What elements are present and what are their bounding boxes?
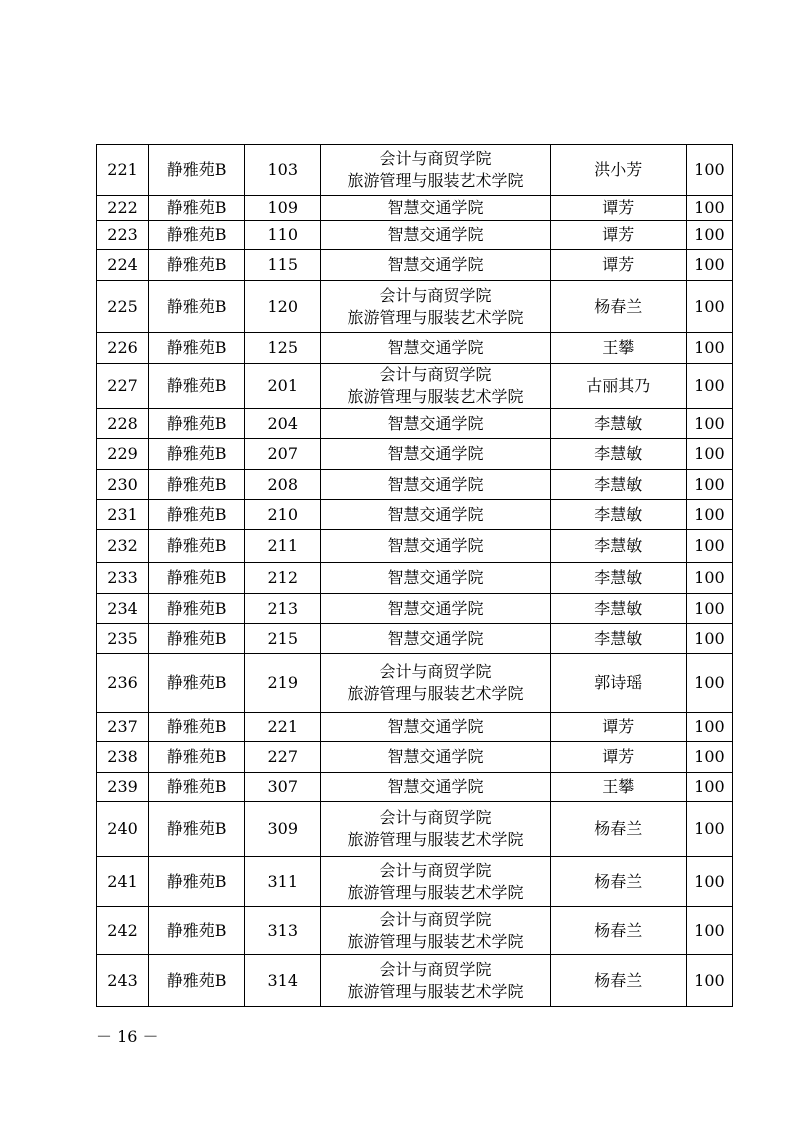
- table-row: [97, 594, 733, 624]
- score-cell: 100: [686, 713, 732, 742]
- person-cell: 李慧敏: [550, 439, 686, 470]
- department-name: 会计与商贸学院: [379, 285, 492, 305]
- row-number-cell: 223: [97, 221, 149, 250]
- department-name: 会计与商贸学院: [379, 860, 492, 880]
- person-cell: 李慧敏: [550, 563, 686, 594]
- department-name: 智慧交通学院: [387, 628, 484, 648]
- department-name: 智慧交通学院: [387, 777, 484, 796]
- person-cell: 王攀: [550, 333, 686, 364]
- table-row: [97, 907, 733, 955]
- row-number-cell: 224: [97, 250, 149, 281]
- department-name: 智慧交通学院: [387, 413, 484, 433]
- row-number-cell: 237: [97, 713, 149, 742]
- row-number-cell: 226: [97, 333, 149, 364]
- table-row: [97, 654, 733, 713]
- building-cell: 静雅苑B: [149, 470, 245, 500]
- person-cell: 杨春兰: [550, 907, 686, 955]
- department-name: 会计与商贸学院: [379, 909, 492, 929]
- room-cell: 314: [245, 955, 321, 1007]
- department-cell: [321, 530, 550, 563]
- department-name: 智慧交通学院: [387, 255, 484, 274]
- department-name: 智慧交通学院: [387, 568, 484, 587]
- person-cell: 李慧敏: [550, 624, 686, 654]
- row-number-cell: 236: [97, 654, 149, 713]
- department-cell: [321, 802, 550, 857]
- room-cell: 313: [245, 907, 321, 955]
- person-cell: 古丽其乃: [550, 364, 686, 409]
- score-cell: 100: [686, 333, 732, 364]
- department-cell: [321, 907, 550, 955]
- department-name: 智慧交通学院: [387, 198, 484, 217]
- department-name: 会计与商贸学院: [379, 662, 492, 681]
- row-number-cell: 231: [97, 500, 149, 530]
- row-number-cell: 228: [97, 409, 149, 439]
- dorm-inspection-table: [96, 144, 733, 1007]
- person-cell: 郭诗瑶: [550, 654, 686, 713]
- department-name: 智慧交通学院: [387, 338, 484, 357]
- score-cell: 100: [686, 773, 732, 802]
- room-cell: 219: [245, 654, 321, 713]
- person-cell: 李慧敏: [550, 470, 686, 500]
- row-number-cell: 221: [97, 145, 149, 196]
- score-cell: 100: [686, 221, 732, 250]
- department-cell: [321, 145, 550, 196]
- department-name: 旅游管理与服装艺术学院: [347, 981, 524, 1001]
- person-cell: 李慧敏: [550, 500, 686, 530]
- person-cell: 杨春兰: [550, 955, 686, 1007]
- building-cell: 静雅苑B: [149, 530, 245, 563]
- person-cell: 谭芳: [550, 196, 686, 221]
- row-number-cell: 233: [97, 563, 149, 594]
- row-number-cell: 241: [97, 857, 149, 907]
- building-cell: 静雅苑B: [149, 654, 245, 713]
- department-cell: [321, 624, 550, 654]
- score-cell: 100: [686, 802, 732, 857]
- department-name: 旅游管理与服装艺术学院: [347, 931, 524, 951]
- row-number-cell: 227: [97, 364, 149, 409]
- table-row: [97, 713, 733, 742]
- room-cell: 307: [245, 773, 321, 802]
- score-cell: 100: [686, 470, 732, 500]
- room-cell: 221: [245, 713, 321, 742]
- table-row: [97, 221, 733, 250]
- person-cell: 李慧敏: [550, 594, 686, 624]
- building-cell: 静雅苑B: [149, 563, 245, 594]
- score-cell: 100: [686, 654, 732, 713]
- building-cell: 静雅苑B: [149, 439, 245, 470]
- room-cell: 208: [245, 470, 321, 500]
- room-cell: 103: [245, 145, 321, 196]
- score-cell: 100: [686, 439, 732, 470]
- department-name: 旅游管理与服装艺术学院: [347, 684, 524, 703]
- department-cell: [321, 594, 550, 624]
- row-number-cell: 225: [97, 281, 149, 333]
- table-row: [97, 563, 733, 594]
- room-cell: 227: [245, 742, 321, 773]
- room-cell: 201: [245, 364, 321, 409]
- department-cell: [321, 333, 550, 364]
- building-cell: 静雅苑B: [149, 713, 245, 742]
- table-row: [97, 470, 733, 500]
- department-cell: [321, 364, 550, 409]
- person-cell: 杨春兰: [550, 802, 686, 857]
- building-cell: 静雅苑B: [149, 907, 245, 955]
- score-cell: 100: [686, 563, 732, 594]
- department-cell: [321, 439, 550, 470]
- person-cell: 谭芳: [550, 713, 686, 742]
- row-number-cell: 239: [97, 773, 149, 802]
- row-number-cell: 232: [97, 530, 149, 563]
- page-number: － 16 －: [96, 1027, 159, 1046]
- table-row: [97, 802, 733, 857]
- score-cell: 100: [686, 857, 732, 907]
- department-cell: [321, 563, 550, 594]
- row-number-cell: 222: [97, 196, 149, 221]
- department-name: 智慧交通学院: [387, 474, 484, 494]
- department-cell: [321, 250, 550, 281]
- building-cell: 静雅苑B: [149, 364, 245, 409]
- department-name: 智慧交通学院: [387, 536, 484, 555]
- person-cell: 王攀: [550, 773, 686, 802]
- score-cell: 100: [686, 530, 732, 563]
- department-name: 会计与商贸学院: [379, 959, 492, 979]
- department-cell: [321, 221, 550, 250]
- score-cell: 100: [686, 145, 732, 196]
- table-body: [97, 145, 733, 1007]
- table-row: [97, 333, 733, 364]
- building-cell: 静雅苑B: [149, 196, 245, 221]
- department-name: 智慧交通学院: [387, 598, 484, 618]
- score-cell: 100: [686, 250, 732, 281]
- department-name: 会计与商贸学院: [379, 808, 492, 827]
- department-cell: [321, 196, 550, 221]
- table-row: [97, 145, 733, 196]
- department-name: 智慧交通学院: [387, 225, 484, 244]
- row-number-cell: 240: [97, 802, 149, 857]
- row-number-cell: 234: [97, 594, 149, 624]
- row-number-cell: 230: [97, 470, 149, 500]
- person-cell: 谭芳: [550, 742, 686, 773]
- row-number-cell: 243: [97, 955, 149, 1007]
- building-cell: 静雅苑B: [149, 594, 245, 624]
- department-name: 旅游管理与服装艺术学院: [347, 882, 524, 902]
- score-cell: 100: [686, 364, 732, 409]
- department-name: 会计与商贸学院: [379, 365, 492, 384]
- table-row: [97, 196, 733, 221]
- building-cell: 静雅苑B: [149, 857, 245, 907]
- room-cell: 210: [245, 500, 321, 530]
- building-cell: 静雅苑B: [149, 333, 245, 364]
- table-row: [97, 500, 733, 530]
- table-row: [97, 439, 733, 470]
- department-cell: [321, 955, 550, 1007]
- table-row: [97, 364, 733, 409]
- table-row: [97, 773, 733, 802]
- room-cell: 215: [245, 624, 321, 654]
- row-number-cell: 242: [97, 907, 149, 955]
- building-cell: 静雅苑B: [149, 500, 245, 530]
- department-cell: [321, 409, 550, 439]
- person-cell: 杨春兰: [550, 281, 686, 333]
- department-cell: [321, 470, 550, 500]
- department-cell: [321, 742, 550, 773]
- building-cell: 静雅苑B: [149, 773, 245, 802]
- department-name: 旅游管理与服装艺术学院: [347, 171, 524, 190]
- building-cell: 静雅苑B: [149, 221, 245, 250]
- row-number-cell: 238: [97, 742, 149, 773]
- room-cell: 204: [245, 409, 321, 439]
- department-cell: [321, 500, 550, 530]
- building-cell: 静雅苑B: [149, 624, 245, 654]
- building-cell: 静雅苑B: [149, 281, 245, 333]
- score-cell: 100: [686, 742, 732, 773]
- person-cell: 杨春兰: [550, 857, 686, 907]
- room-cell: 211: [245, 530, 321, 563]
- score-cell: 100: [686, 500, 732, 530]
- room-cell: 125: [245, 333, 321, 364]
- room-cell: 309: [245, 802, 321, 857]
- building-cell: 静雅苑B: [149, 145, 245, 196]
- building-cell: 静雅苑B: [149, 250, 245, 281]
- room-cell: 115: [245, 250, 321, 281]
- person-cell: 李慧敏: [550, 530, 686, 563]
- department-name: 旅游管理与服装艺术学院: [347, 307, 524, 327]
- room-cell: 207: [245, 439, 321, 470]
- department-name: 智慧交通学院: [387, 747, 484, 766]
- table-row: [97, 281, 733, 333]
- row-number-cell: 235: [97, 624, 149, 654]
- department-name: 旅游管理与服装艺术学院: [347, 387, 524, 406]
- person-cell: 李慧敏: [550, 409, 686, 439]
- score-cell: 100: [686, 907, 732, 955]
- department-name: 智慧交通学院: [387, 504, 484, 524]
- room-cell: 212: [245, 563, 321, 594]
- room-cell: 311: [245, 857, 321, 907]
- department-name: 智慧交通学院: [387, 444, 484, 463]
- department-name: 旅游管理与服装艺术学院: [347, 830, 524, 849]
- score-cell: 100: [686, 594, 732, 624]
- building-cell: 静雅苑B: [149, 742, 245, 773]
- table-row: [97, 857, 733, 907]
- building-cell: 静雅苑B: [149, 802, 245, 857]
- building-cell: 静雅苑B: [149, 955, 245, 1007]
- score-cell: 100: [686, 955, 732, 1007]
- row-number-cell: 229: [97, 439, 149, 470]
- department-cell: [321, 713, 550, 742]
- person-cell: 谭芳: [550, 221, 686, 250]
- room-cell: 109: [245, 196, 321, 221]
- table-row: [97, 742, 733, 773]
- person-cell: 谭芳: [550, 250, 686, 281]
- room-cell: 213: [245, 594, 321, 624]
- department-cell: [321, 773, 550, 802]
- score-cell: 100: [686, 196, 732, 221]
- score-cell: 100: [686, 409, 732, 439]
- table-row: [97, 409, 733, 439]
- person-cell: 洪小芳: [550, 145, 686, 196]
- department-name: 智慧交通学院: [387, 717, 484, 736]
- department-cell: [321, 281, 550, 333]
- department-cell: [321, 857, 550, 907]
- table-row: [97, 955, 733, 1007]
- score-cell: 100: [686, 624, 732, 654]
- department-cell: [321, 654, 550, 713]
- table-row: [97, 250, 733, 281]
- room-cell: 110: [245, 221, 321, 250]
- table-row: [97, 624, 733, 654]
- score-cell: 100: [686, 281, 732, 333]
- room-cell: 120: [245, 281, 321, 333]
- building-cell: 静雅苑B: [149, 409, 245, 439]
- table-row: [97, 530, 733, 563]
- department-name: 会计与商贸学院: [379, 149, 492, 168]
